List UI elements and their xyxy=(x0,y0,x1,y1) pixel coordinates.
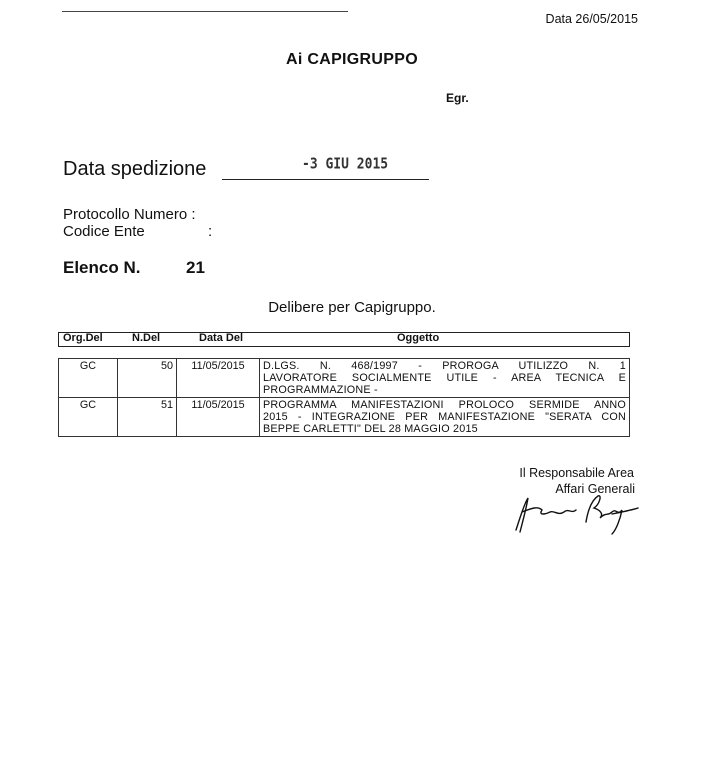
document-title: Ai CAPIGRUPPO xyxy=(286,51,418,68)
deliberations-table xyxy=(58,358,630,437)
list-number-label: Elenco N. xyxy=(63,258,141,277)
oggetto-line: D.LGS. N. 468/1997 - PROROGA UTILIZZO N. 1 xyxy=(263,360,626,372)
cell-oggetto xyxy=(260,398,630,437)
signatory-area: Affari Generali xyxy=(555,482,635,496)
top-rule xyxy=(62,11,348,12)
table-row xyxy=(59,398,630,437)
oggetto-line: BEPPE CARLETTI" DEL 28 MAGGIO 2015 xyxy=(263,423,478,435)
shipping-date-line xyxy=(222,179,429,180)
header-data-del: Data Del xyxy=(199,332,244,344)
cell-oggetto xyxy=(260,359,630,398)
entity-code-label: Codice Ente xyxy=(63,223,145,240)
cell-org-del: GC xyxy=(59,359,118,398)
cell-data-del: 11/05/2015 xyxy=(177,398,260,437)
document-date: Data 26/05/2015 xyxy=(545,12,638,26)
header-oggetto: Oggetto xyxy=(397,332,440,344)
entity-code-colon: : xyxy=(208,223,213,240)
handwritten-signature xyxy=(508,490,642,536)
oggetto-line: PROGRAMMA MANIFESTAZIONI PROLOCO SERMIDE ANNO xyxy=(263,399,626,411)
document-subtitle: Delibere per Capigruppo. xyxy=(268,299,436,316)
cell-n-del: 51 xyxy=(118,398,177,437)
table-row xyxy=(59,359,630,398)
oggetto-line: 2015 - INTEGRAZIONE PER MANIFESTAZIONE "SERATA CON xyxy=(263,411,626,423)
recipient-salutation: Egr. xyxy=(446,91,469,105)
shipping-date-label: Data spedizione xyxy=(63,158,207,180)
table-header xyxy=(58,332,630,347)
header-org-del: Org.Del xyxy=(63,332,103,344)
oggetto-line: LAVORATORE SOCIALMENTE UTILE - AREA TECNICA E xyxy=(263,372,626,384)
shipping-date-stamp: -3 GIU 2015 xyxy=(302,155,389,174)
header-n-del: N.Del xyxy=(132,332,161,344)
protocol-number-label: Protocollo Numero : xyxy=(63,206,196,223)
cell-data-del: 11/05/2015 xyxy=(177,359,260,398)
cell-org-del: GC xyxy=(59,398,118,437)
oggetto-line: PROGRAMMAZIONE - xyxy=(263,384,378,396)
signatory-title: Il Responsabile Area xyxy=(519,466,634,480)
list-number-value: 21 xyxy=(186,258,205,277)
cell-n-del: 50 xyxy=(118,359,177,398)
